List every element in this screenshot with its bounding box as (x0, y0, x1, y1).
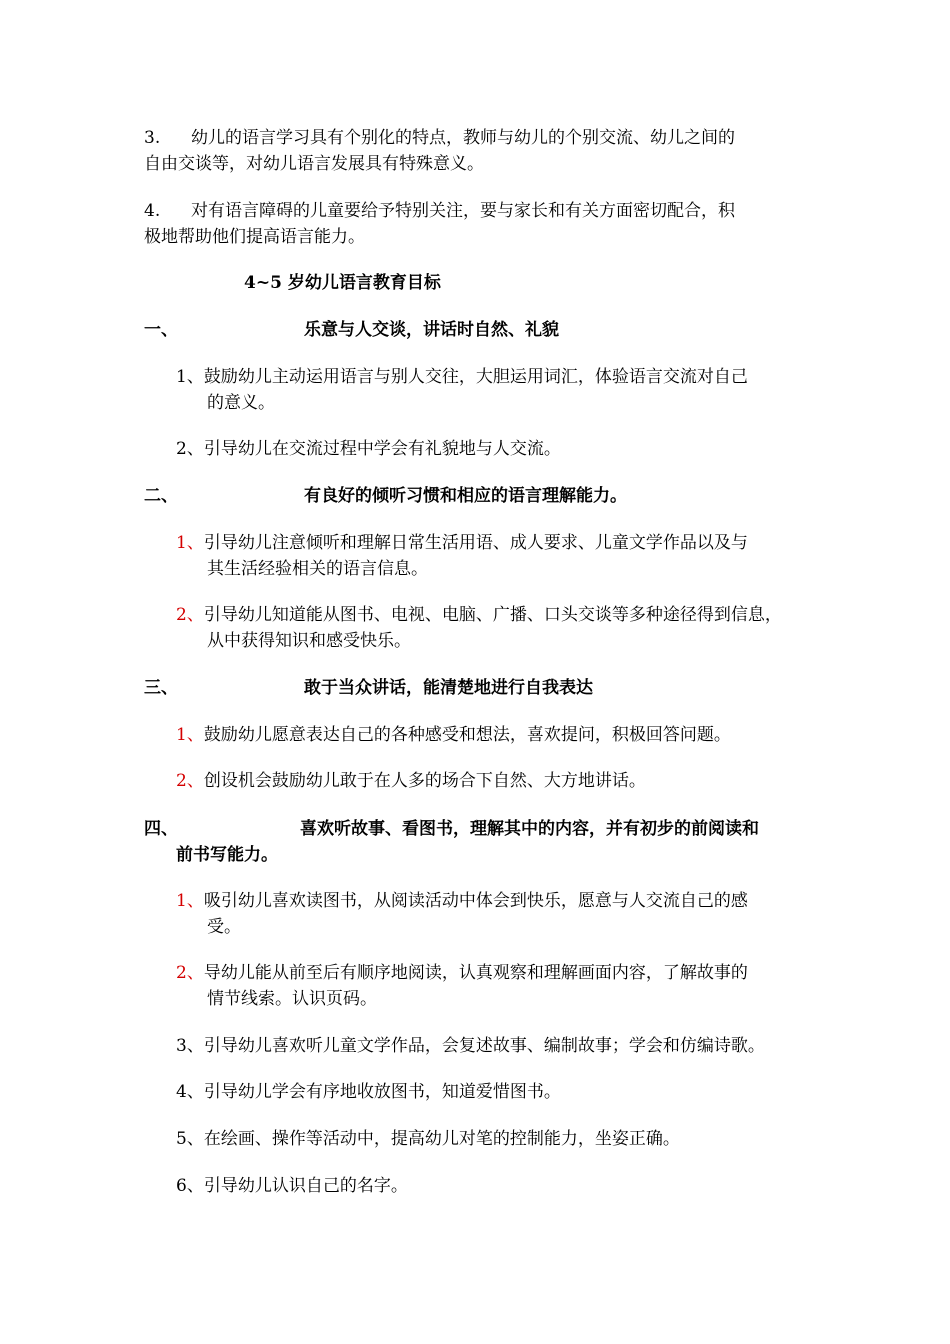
section-1-item-2 (176, 436, 561, 462)
page-title: 4~5 岁幼儿语言教育目标 (244, 273, 441, 293)
item-number: 2、 (176, 963, 204, 983)
section-3-item-2 (176, 768, 646, 794)
section-3-heading: 敢于当众讲话，能清楚地进行自我表达 (304, 678, 593, 698)
section-1-item-1-cont: 的意义。 (207, 393, 275, 413)
section-4-item-1 (176, 888, 748, 914)
item-text: 引导幼儿知道能从图书、电视、电脑、广播、口头交谈等多种途径得到信息， (203, 605, 782, 625)
section-2-label: 二、 (144, 486, 178, 506)
item-number: 2、 (176, 605, 204, 625)
item-number: 1、 (176, 725, 204, 745)
paragraph-3-line-2: 自由交谈等，对幼儿语言发展具有特殊意义。 (144, 154, 484, 174)
item-number: 1、 (176, 891, 204, 911)
item-text: 鼓励幼儿愿意表达自己的各种感受和想法，喜欢提问，积极回答问题。 (203, 725, 731, 745)
section-1-heading: 乐意与人交谈，讲话时自然、礼貌 (304, 320, 559, 340)
section-4-heading: 喜欢听故事、看图书，理解其中的内容，并有初步的前阅读和 (300, 819, 759, 839)
section-2-heading: 有良好的倾听习惯和相应的语言理解能力。 (304, 486, 627, 506)
item-text: 引导幼儿注意倾听和理解日常生活用语、成人要求、儿童文学作品以及与 (203, 533, 748, 553)
item-text: 导幼儿能从前至后有顺序地阅读，认真观察和理解画面内容，了解故事的 (203, 963, 748, 983)
paragraph-4-line-2: 极地帮助他们提高语言能力。 (144, 227, 365, 247)
section-2-item-1-cont: 其生活经验相关的语言信息。 (207, 559, 428, 579)
item-number: 1、 (176, 533, 204, 553)
section-1-item-1 (176, 364, 748, 390)
item-text: 引导幼儿学会有序地收放图书，知道爱惜图书。 (203, 1082, 561, 1102)
item-text: 鼓励幼儿主动运用语言与别人交往，大胆运用词汇，体验语言交流对自己 (203, 367, 748, 387)
paragraph-4-number: 4. (144, 201, 161, 221)
section-4-heading-cont: 前书写能力。 (176, 845, 278, 865)
item-text: 引导幼儿认识自己的名字。 (203, 1176, 408, 1196)
item-number: 1、 (176, 367, 204, 387)
section-4-item-2 (176, 960, 748, 986)
item-text: 在绘画、操作等活动中，提高幼儿对笔的控制能力，坐姿正确。 (203, 1129, 680, 1149)
section-2-item-2-cont: 从中获得知识和感受快乐。 (207, 631, 411, 651)
item-number: 5、 (176, 1129, 204, 1149)
item-number: 4、 (176, 1082, 204, 1102)
section-2-item-1 (176, 530, 748, 556)
section-3-item-1 (176, 722, 731, 748)
item-number: 6、 (176, 1176, 204, 1196)
section-4-item-6 (176, 1173, 408, 1199)
item-text: 引导幼儿喜欢听儿童文学作品，会复述故事、编制故事；学会和仿编诗歌。 (203, 1036, 765, 1056)
section-4-item-2-cont: 情节线索。认识页码。 (207, 989, 377, 1009)
section-1-label: 一、 (144, 320, 178, 340)
section-2-item-2 (176, 602, 782, 628)
item-number: 2、 (176, 439, 204, 459)
section-4-item-1-cont: 受。 (207, 917, 241, 937)
section-4-item-5 (176, 1126, 680, 1152)
item-number: 2、 (176, 771, 204, 791)
paragraph-3-number: 3. (144, 128, 161, 148)
section-4-item-4 (176, 1079, 561, 1105)
section-4-label: 四、 (144, 819, 178, 839)
paragraph-3-line-1: 幼儿的语言学习具有个别化的特点，教师与幼儿的个别交流、幼儿之间的 (191, 128, 735, 148)
item-number: 3、 (176, 1036, 204, 1056)
item-text: 引导幼儿在交流过程中学会有礼貌地与人交流。 (203, 439, 561, 459)
section-3-label: 三、 (144, 678, 178, 698)
item-text: 吸引幼儿喜欢读图书，从阅读活动中体会到快乐，愿意与人交流自己的感 (203, 891, 748, 911)
paragraph-4-line-1: 对有语言障碍的儿童要给予特别关注，要与家长和有关方面密切配合，积 (191, 201, 735, 221)
section-4-item-3 (176, 1033, 765, 1059)
item-text: 创设机会鼓励幼儿敢于在人多的场合下自然、大方地讲话。 (203, 771, 646, 791)
